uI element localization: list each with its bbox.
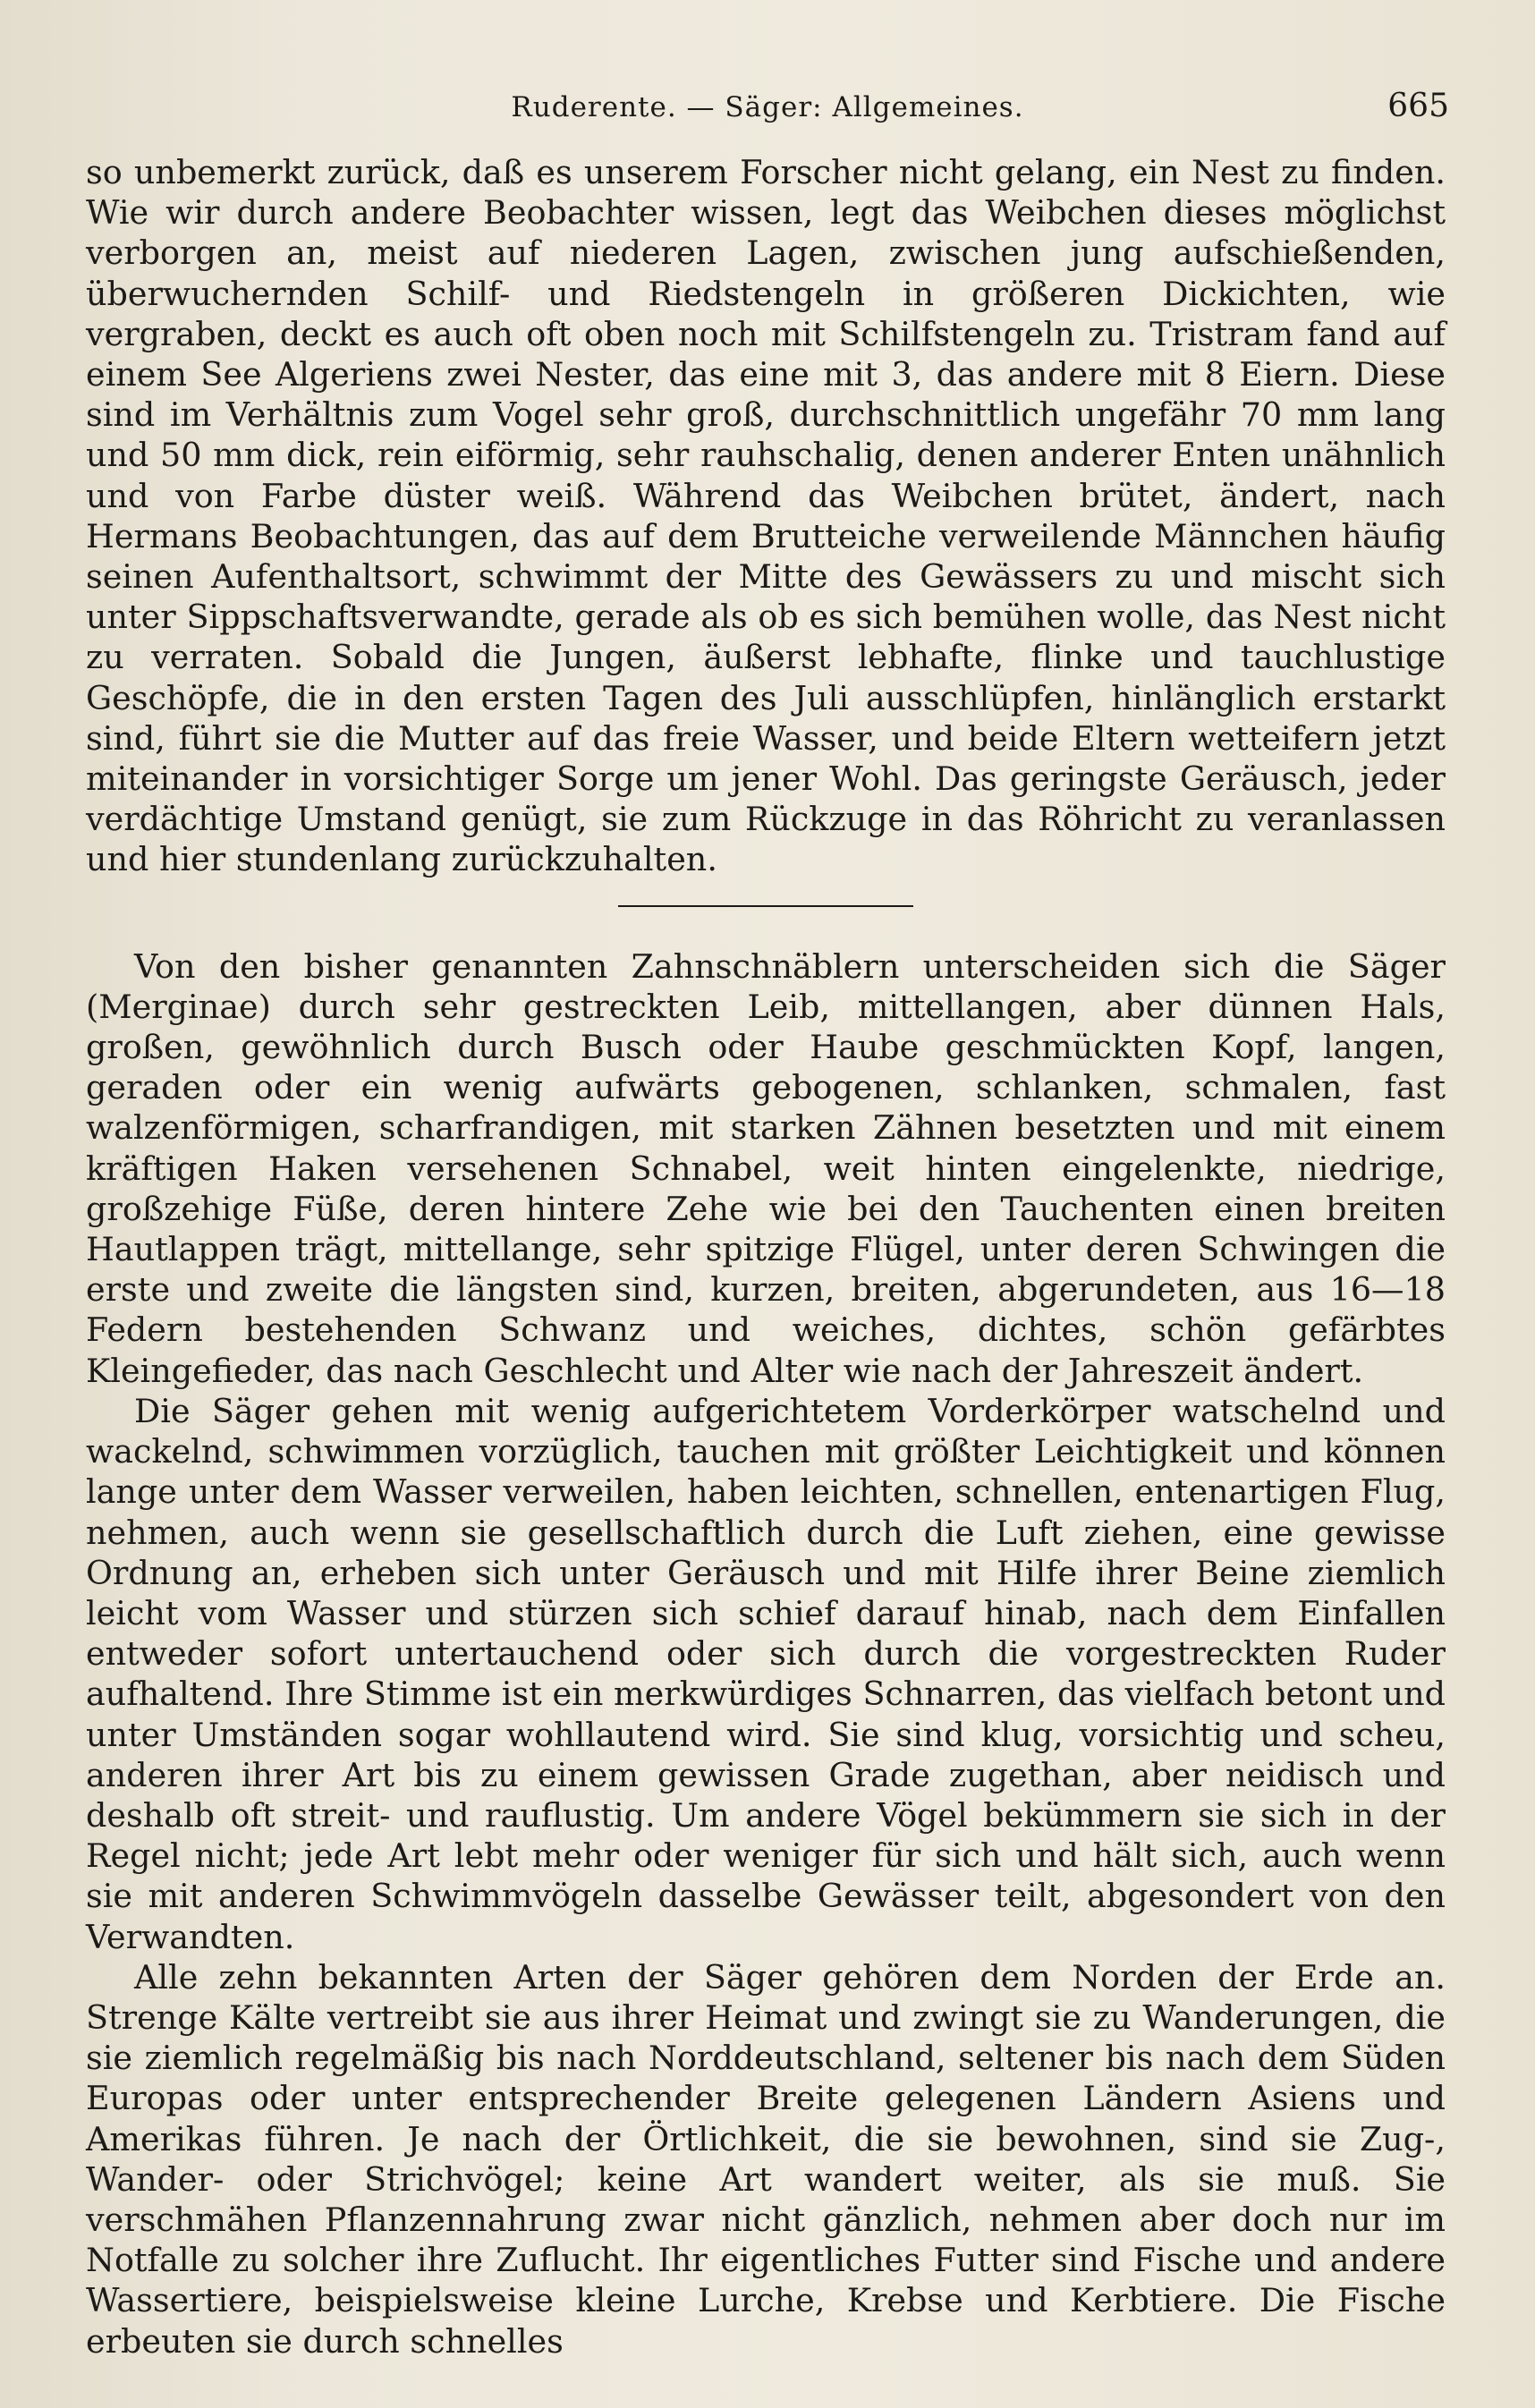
page-body bbox=[86, 152, 1446, 2361]
running-head: Ruderente. — Säger: Allgemeines. bbox=[511, 91, 1024, 123]
page-header bbox=[86, 82, 1449, 136]
paragraph-saeger-description: Von den bisher genannten Zahnschnäblern unterscheiden sich die Säger (Merginae) durch sehr gestreckten Leib, mittellangen, aber dünnen Hals, großen, gewöhnlich durch Busch oder Haube geschmückten Kopf, langen, geraden oder ein wenig aufwärts gebogenen, schlanken, schmalen, fast walzenförmigen, scharfrandigen, mit starken Zähnen besetzten und mit einem kräftigen Haken versehenen Schnabel, weit hinten eingelenkte, niedrige, großzehige Füße, deren hintere Zehe wie bei den Tauchenten einen breiten Hautlappen trägt, mittellange, sehr spitzige Flügel, unter deren Schwingen die erste und zweite die längsten sind, kurzen, breiten, abgerundeten, aus 16—18 Federn bestehenden Schwanz und weiches, dichtes, schön gefärbtes Kleingefieder, das nach Geschlecht und Alter wie nach der Jahreszeit ändert. bbox=[86, 946, 1446, 1390]
paragraph-ruderente-continued: so unbemerkt zurück, daß es unserem Forscher nicht gelang, ein Nest zu finden. Wie wir durch andere Beobachter wissen, legt das Weibchen dieses möglichst verborgen an, meist auf niederen Lagen, zwischen jung aufschießenden, überwuchernden Schilf- und Riedstengeln in größeren Dickichten, wie vergraben, deckt es auch oft oben noch mit Schilfstengeln zu. Tristram fand auf einem See Algeriens zwei Nester, das eine mit 3, das andere mit 8 Eiern. Diese sind im Verhältnis zum Vogel sehr groß, durchschnittlich ungefähr 70 mm lang und 50 mm dick, rein eiförmig, sehr rauhschalig, denen anderer Enten unähnlich und von Farbe düster weiß. Während das Weibchen brütet, ändert, nach Hermans Beobachtungen, das auf dem Brutteiche verweilende Männchen häufig seinen Aufenthaltsort, schwimmt der Mitte des Gewässers zu und mischt sich unter Sippschaftsverwandte, gerade als ob es sich bemühen wolle, das Nest nicht zu verraten. Sobald die Jungen, äußerst lebhafte, flinke und tauchlustige Geschöpfe, die in den ersten Tagen des Juli ausschlüpfen, hinlänglich erstarkt sind, führt sie die Mutter auf das freie Wasser, und beide Eltern wetteifern jetzt miteinander in vorsichtiger Sorge um jener Wohl. Das geringste Geräusch, jeder verdächtige Umstand genügt, sie zum Rückzuge in das Röhricht zu veranlassen und hier stundenlang zurückzuhalten. bbox=[86, 153, 1446, 879]
paragraph-saeger-distribution: Alle zehn bekannten Arten der Säger gehören dem Norden der Erde an. Strenge Kälte vertreibt sie aus ihrer Heimat und zwingt sie zu Wanderungen, die sie ziemlich regelmäßig bis nach Norddeutschland, seltener bis nach dem Süden Europas oder unter entsprechender Breite gelegenen Ländern Asiens und Amerikas führen. Je nach der Örtlichkeit, die sie bewohnen, sind sie Zug-, Wander- oder Strichvögel; keine Art wandert weiter, als sie muß. Sie verschmähen Pflanzennahrung zwar nicht gänzlich, nehmen aber doch nur im Notfalle zu solcher ihre Zuflucht. Ihr eigentliches Futter sind Fische und andere Wassertiere, beispielsweise kleine Lurche, Krebse und Kerbtiere. Die Fische erbeuten sie durch schnelles bbox=[86, 1957, 1446, 2361]
paragraph-saeger-behavior: Die Säger gehen mit wenig aufgerichtetem Vorderkörper watschelnd und wackelnd, schwimmen vorzüglich, tauchen mit größter Leichtigkeit und können lange unter dem Wasser verweilen, haben leichten, schnellen, entenartigen Flug, nehmen, auch wenn sie gesellschaftlich durch die Luft ziehen, eine gewisse Ordnung an, erheben sich unter Geräusch und mit Hilfe ihrer Beine ziemlich leicht vom Wasser und stürzen sich schief darauf hinab, nach dem Einfallen entweder sofort untertauchend oder sich durch die vorgestreckten Ruder aufhaltend. Ihre Stimme ist ein merkwürdiges Schnarren, das vielfach betont und unter Umständen sogar wohllautend wird. Sie sind klug, vorsichtig und scheu, anderen ihrer Art bis zu einem gewissen Grade zugethan, aber neidisch und deshalb oft streit- und rauflustig. Um andere Vögel bekümmern sie sich in der Regel nicht; jede Art lebt mehr oder weniger für sich und hält sich, auch wenn sie mit anderen Schwimmvögeln dasselbe Gewässer teilt, abgesondert von den Verwandten. bbox=[86, 1391, 1446, 1956]
section-divider bbox=[618, 905, 913, 907]
page-number: 665 bbox=[1387, 88, 1449, 124]
